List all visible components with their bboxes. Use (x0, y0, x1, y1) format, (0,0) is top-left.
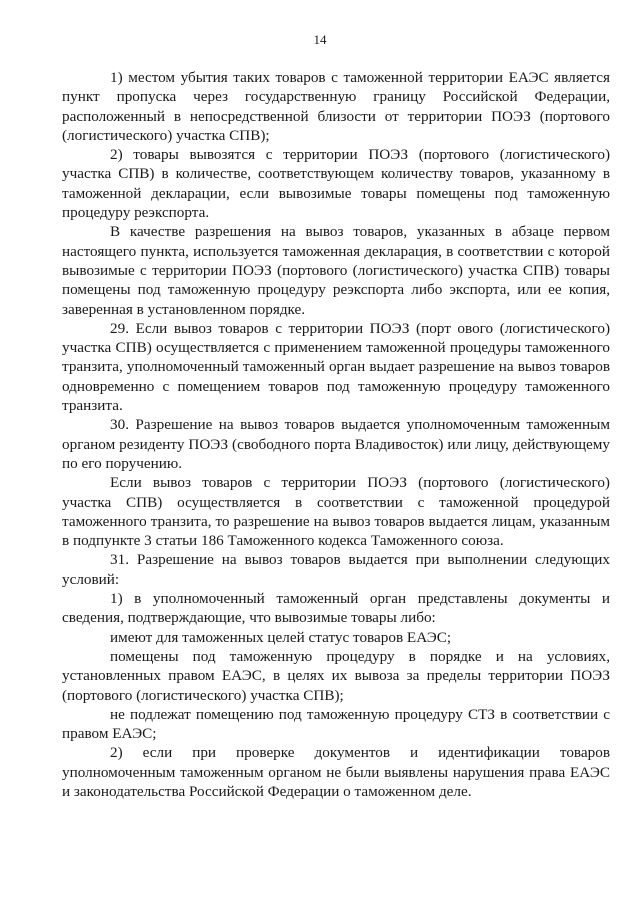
paragraph-8: 1) в уполномоченный таможенный орган представлены документы и сведения, подтверждающие, что вывозимые товары либо: (62, 590, 610, 627)
paragraph-12: 2) если при проверке документов и идентификации товаров уполномоченным таможенным органом не были выявлены нарушения права ЕАЭС и законодательства Российской Федерации о таможенном деле. (62, 744, 610, 800)
paragraph-3: В качестве разрешения на вывоз товаров, указанных в абзаце первом настоящего пункта, используется таможенная декларация, в соответствии с которой вывозимые с территории ПОЭЗ (портового (логистического) участка СПВ) товары помещены под таможенную процедуру реэкспорта либо экспорта, или ее копия, заверенная в установленном порядке. (62, 223, 610, 318)
document-body (62, 68, 610, 801)
paragraph-4: 29. Если вывоз товаров с территории ПОЭЗ (порт ового (логистического) участка СПВ) осуществляется с применением таможенной процедуры таможенного транзита, уполномоченный таможенный орган выдает разрешение на вывоз товаров одновременно с помещением товаров под таможенную процедуру таможенного транзита. (62, 319, 610, 415)
paragraph-10: помещены под таможенную процедуру в порядке и на условиях, установленных правом ЕАЭС, в целях их вывоза за пределы территории ПОЭЗ (портового (логистического) участка СПВ); (62, 647, 610, 704)
paragraph-7: 31. Разрешение на вывоз товаров выдается при выполнении следующих условий: (62, 551, 610, 588)
paragraph-5: 30. Разрешение на вывоз товаров выдается уполномоченным таможенным органом резиденту ПОЭЗ (свободного порта Владивосток) или лицу, действующему по его поручению. (62, 416, 610, 472)
page-number: 14 (313, 32, 327, 47)
paragraph-11: не подлежат помещению под таможенную процедуру СТЗ в соответствии с правом ЕАЭС; (62, 705, 610, 743)
paragraph-6: Если вывоз товаров с территории ПОЭЗ (портового (логистического) участка СПВ) осуществляется в соответствии с таможенной процедурой таможенного транзита, то разрешение на вывоз товаров выдается лицам, указанным в подпункте 3 статьи 186 Таможенного кодекса Таможенного союза. (62, 474, 610, 550)
paragraph-2: 2) товары вывозятся с территории ПОЭЗ (портового (логистического) участка СПВ) в количестве, соответствующем количеству товаров, указанному в таможенной декларации, если вывозимые товары помещены под таможенную процедуру реэкспорта. (62, 146, 610, 222)
paragraph-1: 1) местом убытия таких товаров с таможенной территории ЕАЭС является пункт пропуска через государственную границу Российской Федерации, расположенный в непосредственной близости от территории ПОЭЗ (портового (логистического) участка СПВ); (62, 69, 610, 144)
paragraph-9: имеют для таможенных целей статус товаров ЕАЭС; (110, 628, 452, 646)
